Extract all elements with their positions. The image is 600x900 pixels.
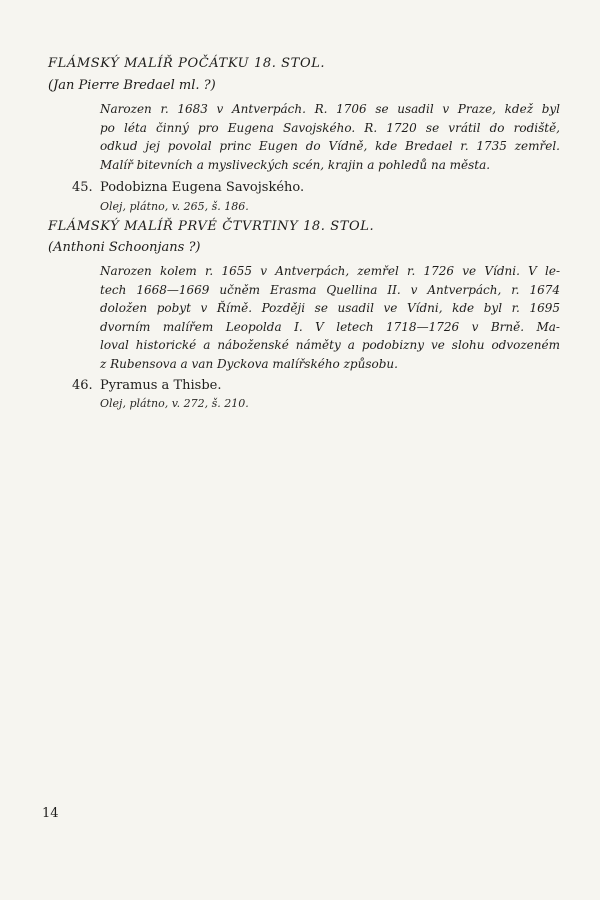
bio-line: Narozen r. 1683 v Antverpách. R. 1706 se usadil v Praze, kdež byl [100,102,560,116]
bio-line: po léta činný pro Eugena Savojského. R. 1720 se vrátil do rodiště, [100,120,560,135]
bio-line: Narozen kolem r. 1655 v Antverpách, zemřel r. 1726 ve Vídni. V le- [100,264,560,278]
artist-biography [100,100,560,174]
bio-line: loval historické a náboženské náměty a podobizny ve slohu odvozeném [100,338,560,352]
entry-number: 46. [72,378,93,393]
artist-biography [100,262,560,373]
bio-line: odkud jej povolal princ Eugen do Vídně, kde Bredael r. 1735 zemřel. [100,139,560,153]
bio-line: z Rubensova a van Dyckova malířského způsobu. [100,356,398,371]
school-heading: FLÁMSKÝ MALÍŘ POČÁTKU 18. STOL. [48,56,326,71]
bio-line: tech 1668—1669 učněm Erasma Quellina II. v Antverpách, r. 1674 [100,282,560,297]
entry-medium: Olej, plátno, v. 265, š. 186. [100,200,249,213]
entry-number: 45. [72,180,93,195]
entry-title: Pyramus a Thisbe. [100,378,222,393]
school-heading: FLÁMSKÝ MALÍŘ PRVÉ ČTVRTINY 18. STOL. [48,219,375,234]
bio-line: Malíř bitevních a mysliveckých scén, krajin a pohledů na města. [100,157,491,172]
artist-attribution: (Jan Pierre Bredael ml. ?) [48,78,216,93]
artist-attribution: (Anthoni Schoonjans ?) [48,240,201,255]
bio-line: doložen pobyt v Římě. Později se usadil ve Vídni, kde byl r. 1695 [100,301,560,315]
catalogue-entry [72,378,221,393]
entry-medium: Olej, plátno, v. 272, š. 210. [100,397,249,410]
entry-title: Podobizna Eugena Savojského. [100,180,305,195]
catalogue-entry [72,180,304,195]
page-number: 14 [42,806,59,821]
bio-line: dvorním malířem Leopolda I. V letech 1718—1726 v Brně. Ma- [100,319,560,334]
